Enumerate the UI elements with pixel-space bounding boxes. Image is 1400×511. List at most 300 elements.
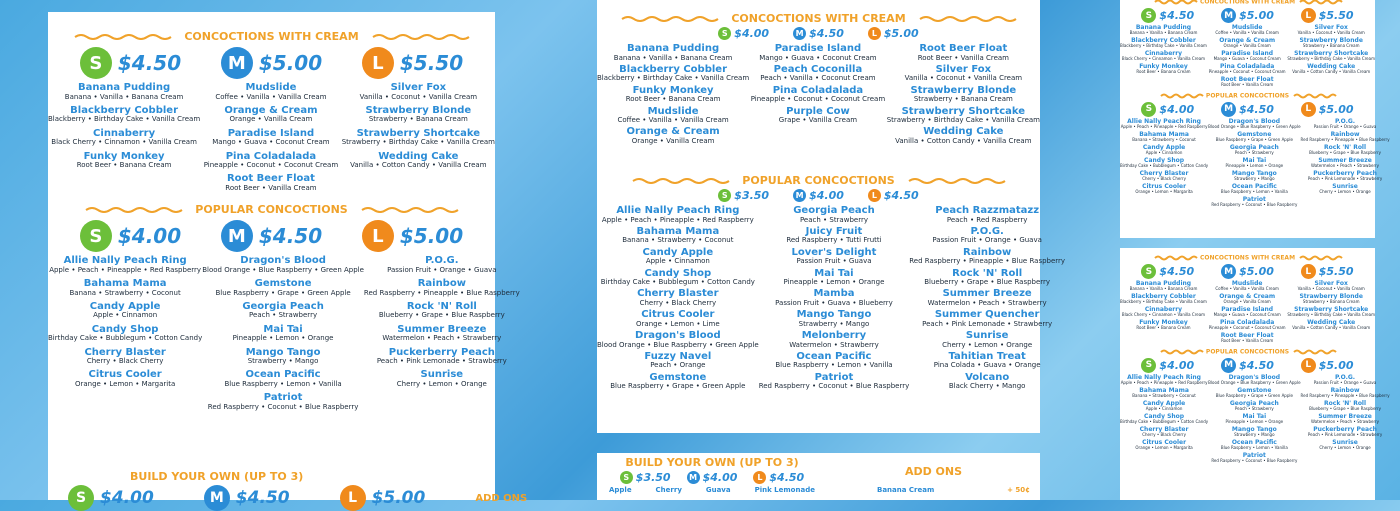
menu-item-desc: Coffee • Vanilla • Vanilla Cream [215,92,327,101]
menu-item [48,83,200,101]
menu-item-desc: Pineapple • Coconut • Coconut Cream [203,161,339,170]
menu-item-name: Rainbow [963,246,1012,258]
menu-item [200,83,342,101]
menu-item-name: Pina Coladalada [772,84,864,96]
addons-title: ADD ONS [904,465,963,478]
menu-item-name: Citrus Cooler [1142,182,1187,190]
menu-item-name: Funky Monkey [1139,62,1188,70]
menu-item [342,106,495,124]
menu-item-name: Silver Fox [390,82,447,93]
menu-item [749,44,887,62]
menu-item [1208,184,1300,194]
wave-divider-icon [362,206,457,214]
menu-item-name: Georgia Peach [1229,399,1279,407]
menu-item [1208,414,1300,424]
menu-item-desc: Pineapple • Coconut • Coconut Cream [750,95,886,104]
price-value: $4.50 [809,27,844,40]
menu-item-name: Wedding Cake [923,126,1004,138]
size-m-icon: M [204,485,230,511]
menu-item-desc: Red Raspberry • Coconut • Blue Raspberry [758,382,910,391]
menu-item-desc: Black Cherry • Cinnamon • Vanilla Cream [1121,56,1206,62]
menu-column [597,44,749,170]
menu-item-desc: Vanilla • Cotton Candy • Vanilla Cream [350,161,487,170]
menu-item-name: Candy Shop [91,323,159,335]
price-row [60,220,483,252]
menu-item-name: Bahama Mama [83,278,167,290]
menu-item [597,269,759,287]
menu-item-name: Cinnaberry [1144,305,1183,313]
menu-item-desc: Banana • Vanilla • Banana Cream [64,92,184,101]
menu-item [1208,132,1300,142]
menu-item-desc: Apple • Cinnamon [645,257,710,266]
menu-item [1301,375,1390,385]
menu-item-desc: Passion Fruit • Guava [796,257,872,266]
menu-item-name: Sunrise [1332,182,1358,190]
menu-item-desc: Mango • Guava • Coconut Cream [212,138,330,147]
menu-item [1120,64,1207,74]
menu-item [1287,320,1375,330]
menu-item-desc: Vanilla • Coconut • Vanilla Cream [1297,286,1365,292]
price-value: $4.00 [734,27,770,40]
menu-columns [48,83,495,197]
menu-column [749,44,887,170]
price-row [1128,358,1367,373]
price-medium [1221,358,1274,373]
menu-item-desc: Apple • Cinnamon [93,311,158,320]
menu-column [1287,281,1375,346]
menu-item-name: Cherry Blaster [1139,425,1189,433]
flavor-list [597,486,827,494]
menu-item [597,227,759,245]
section-title-text: CONCOCTIONS WITH CREAM [731,12,906,25]
menu-item-desc: Strawberry • Mango [1234,176,1275,182]
price-value: $4.50 [769,471,805,484]
menu-item-name: Cherry Blaster [637,288,719,300]
menu-item [1207,64,1287,74]
menu-item-desc: Apple • Peach • Pineapple • Red Raspberry [1120,124,1208,130]
section-title [1120,92,1375,100]
menu-item-name: Orange & Cream [224,104,318,116]
menu-item-desc: Black Cherry • Cinnamon • Vanilla Cream [1121,312,1206,318]
menu-item-desc: Watermelon • Strawberry [789,340,879,349]
menu-item [200,174,342,192]
menu-item [1208,119,1300,129]
menu-item-name: Strawberry Shortcake [356,127,481,139]
price-small [1141,264,1194,279]
menu-item [909,269,1065,287]
menu-item-name: Mudslide [1231,24,1263,31]
size-m-icon: M [793,27,806,40]
menu-item-desc: Orange • Lemon • Margarita [74,379,176,388]
menu-item-desc: Blue Raspberry • Grape • Green Apple [1215,137,1293,143]
wave-divider-icon [1300,254,1340,262]
menu-item-desc: Red Raspberry • Coconut • Blue Raspberry [1211,458,1298,464]
menu-item-name: Citrus Cooler [88,369,162,381]
price-value: $5.00 [258,51,323,75]
menu-item-name: Pina Coladalada [1220,62,1275,70]
price-value: $4.50 [1159,265,1195,278]
wave-divider-icon [622,15,717,23]
build-title: BUILD YOUR OWN (UP TO 3) [130,470,304,483]
menu-item-name: Paradise Island [1221,305,1274,313]
menu-item-name: Strawberry Blonde [1299,292,1363,300]
wave-divider-icon [1294,92,1334,100]
section-title-cream [48,30,495,43]
menu-item-name: Volcano [965,371,1010,383]
menu-column [1207,25,1287,90]
menu-column [759,206,910,394]
menu-item-name: Rainbow [417,278,466,290]
menu-item [597,127,749,145]
wave-divider-icon [920,15,1015,23]
wave-divider-icon [1161,348,1201,356]
section-title [1120,348,1375,356]
menu-item-name: Funky Monkey [632,84,714,96]
menu-item-desc: Pineapple • Lemon • Orange [1225,419,1284,425]
menu-item [759,289,910,307]
menu-item-name: Gemstone [649,371,707,383]
menu-item-desc: Strawberry • Birthday Cake • Vanilla Cream [1287,312,1375,318]
menu-item-name: Banana Pudding [1135,280,1192,287]
menu-item-desc: Cherry • Black Cherry [639,298,717,307]
price-small [1141,358,1194,373]
price-medium [793,189,844,202]
menu-item-desc: Passion Fruit • Orange • Guava [1313,124,1377,130]
menu-item-desc: Blood Orange • Blue Raspberry • Green Apple [202,265,364,274]
menu-item-desc: Watermelon • Peach • Strawberry [927,298,1047,307]
menu-item-name: Mudslide [245,82,297,93]
menu-item-name: Strawberry Blonde [1299,36,1363,44]
menu-item-desc: Cherry • Lemon • Orange [942,340,1033,349]
wave-divider-icon [373,33,468,41]
menu-item [364,348,520,366]
menu-item-name: Lover's Delight [791,246,877,258]
menu-item-name: Georgia Peach [1229,143,1279,151]
menu-item [1120,145,1208,155]
menu-item-desc: Black Cherry • Mango [948,382,1026,391]
menu-item-desc: Blackberry • Birthday Cake • Vanilla Cream [1120,299,1207,305]
price-medium [1221,8,1274,23]
menu-columns [1120,281,1375,346]
price-small [718,189,769,202]
menu-item [759,248,910,266]
menu-item-desc: Vanilla • Cotton Candy • Vanilla Cream [1292,325,1371,331]
menu-item-desc: Pineapple • Coconut • Coconut Cream [1208,69,1286,75]
size-l-icon: L [753,471,766,484]
menu-column [200,83,342,197]
menu-item-name: Paradise Island [227,127,315,139]
menu-item [749,107,887,125]
menu-item-name: Gemstone [254,278,312,290]
menu-item-name: Rock 'N' Roll [1324,143,1367,151]
menu-column [1301,375,1390,466]
section-title-text: POPULAR CONCOCTIONS [742,174,895,187]
menu-item [759,373,910,391]
menu-column [1207,281,1287,346]
menu-item-desc: Peach • Strawberry [249,311,318,320]
menu-item [364,325,520,343]
menu-item-name: Wedding Cake [1307,62,1356,70]
menu-item [1207,320,1287,330]
size-s-icon: S [718,27,731,40]
size-m-icon: M [687,471,700,484]
menu-item [1120,119,1208,129]
price-value: $4.00 [809,189,844,202]
menu-item-name: Blackberry Cobbler [619,63,728,75]
menu-item [887,44,1040,62]
menu-item-name: Candy Apple [642,246,714,258]
menu-item-desc: Apple • Peach • Pineapple • Red Raspberry [601,215,754,224]
menu-item-name: Patriot [1242,195,1266,203]
menu-item-desc: Banana • Strawberry • Coconut [622,236,734,245]
price-small [718,27,769,40]
menu-item-desc: Blue Raspberry • Lemon • Vanilla [1220,445,1288,451]
menu-item [200,129,342,147]
menu-item [202,370,364,388]
menu-item-name: Candy Shop [1144,412,1185,420]
menu-item [1208,375,1300,385]
menu-item-name: Banana Pudding [1135,24,1192,31]
menu-item [597,331,759,349]
menu-item-desc: Strawberry • Mango [1234,432,1275,438]
menu-item-desc: Peach • Pink Lemonade • Strawberry [1307,176,1383,182]
menu-item [759,206,910,224]
menu-item-desc: Passion Fruit • Orange • Guava [1313,380,1377,386]
menu-item-desc: Orange • Vanilla Cream [229,115,313,124]
menu-item-name: Blackberry Cobbler [70,104,179,116]
menu-columns [1120,25,1375,90]
menu-item-name: P.O.G. [1335,373,1356,381]
menu-item-desc: Birthday Cake • Bubblegum • Cotton Candy [1120,163,1209,169]
menu-item [597,86,749,104]
menu-item-name: Ocean Pacific [1231,182,1277,190]
menu-item-name: Candy Shop [644,267,712,279]
menu-item [364,302,520,320]
section-title-cream [597,12,1040,25]
menu-item-name: Dragon's Blood [240,255,326,267]
price-large [753,471,804,484]
menu-item [1208,145,1300,155]
menu-item [48,279,202,297]
price-value: $4.00 [1159,102,1195,116]
price-small [1141,102,1194,117]
menu-item [597,310,759,328]
menu-item-name: Allie Nally Peach Ring [1127,117,1201,125]
menu-item-name: Candy Apple [1142,399,1186,407]
menu-item-name: P.O.G. [1335,117,1356,125]
price-medium [204,485,290,511]
menu-item-desc: Blackberry • Birthday Cake • Vanilla Cream [1120,43,1207,49]
menu-item-desc: Banana • Vanilla • Banana Cream [1129,30,1198,36]
menu-item-name: Pina Coladalada [225,150,317,162]
menu-item-desc: Red Raspberry • Coconut • Blue Raspberry [207,402,359,411]
menu-item-name: Peach Coconilla [773,63,863,75]
menu-item [1120,440,1208,450]
menu-item-name: Wedding Cake [378,150,459,162]
build-title: BUILD YOUR OWN (UP TO 3) [625,456,799,469]
menu-item-name: Orange & Cream [1219,36,1276,44]
size-m-icon: M [1221,102,1236,117]
price-value: $3.50 [635,471,671,484]
menu-item-desc: Orange • Lemon • Lime [636,319,720,328]
menu-column [909,206,1065,394]
price-value: $5.50 [399,51,464,75]
menu-item-desc: Blue Raspberry • Grape • Green Apple [610,382,746,391]
menu-item-desc: Blueberry • Grape • Blue Raspberry [924,278,1051,287]
menu-item-desc: Cherry • Lemon • Orange [1319,445,1371,451]
size-s-icon: S [1141,358,1156,373]
menu-item-desc: Peach • Orange [650,361,706,370]
menu-item-desc: Pina Colada • Guava • Orange [933,361,1041,370]
size-l-icon: L [1301,358,1316,373]
menu-item-desc: Strawberry • Banana Cream [913,95,1013,104]
menu-item [1301,427,1390,437]
menu-item-name: Strawberry Blonde [910,84,1017,96]
menu-item [48,325,202,343]
menu-item [1120,307,1207,317]
menu-item [202,348,364,366]
menu-item-name: Strawberry Shortcake [1294,49,1369,57]
menu-item [1120,427,1208,437]
menu-item-name: Strawberry Blonde [365,104,472,116]
menu-item [1207,307,1287,317]
menu-item-desc: Red Raspberry • Pineapple • Blue Raspberry [363,288,520,297]
menu-item-desc: Orange • Vanilla Cream [631,136,715,145]
menu-item-desc: Blackberry • Birthday Cake • Vanilla Cream [597,74,750,83]
menu-column [48,83,200,197]
menu-item [1120,294,1207,304]
menu-item-name: Mango Tango [245,346,321,358]
menu-item [1287,51,1375,61]
menu-item-name: Allie Nally Peach Ring [63,255,187,267]
menu-item-desc: Red Raspberry • Coconut • Blue Raspberry [1211,202,1298,208]
menu-item [1301,401,1390,411]
price-value: $4.00 [100,488,154,508]
size-l-icon: L [1301,264,1316,279]
menu-item-name: Cinnaberry [93,127,156,139]
menu-item [909,310,1065,328]
menu-item [364,256,520,274]
wave-divider-icon [1155,254,1195,262]
menu-item-desc: Coffee • Vanilla • Vanilla Cream [1215,30,1279,36]
menu-panel-right-top [1120,0,1390,238]
menu-item-name: Sunrise [965,330,1009,342]
menu-column [342,83,495,197]
menu-item-desc: Orange • Vanilla Cream [1223,43,1271,49]
menu-item-desc: Root Beer • Banana Cream [625,95,721,104]
menu-item-desc: Apple • Cinnamon [1145,150,1183,156]
menu-item-name: Rock 'N' Roll [406,300,477,312]
menu-item-desc: Red Raspberry • Pineapple • Blue Raspberry [909,257,1066,266]
addon-name: Banana Cream [877,486,935,494]
menu-item-desc: Banana • Strawberry • Coconut [69,288,181,297]
menu-item-desc: Peach • Pink Lemonade • Strawberry [922,319,1053,328]
price-row [1128,264,1367,279]
menu-item-name: Georgia Peach [793,205,875,216]
menu-item-desc: Blood Orange • Blue Raspberry • Green Apple [597,340,759,349]
price-small [620,471,671,484]
menu-item-name: Sunrise [420,369,464,381]
menu-item-desc: Red Raspberry • Tutti Frutti [786,236,882,245]
menu-columns [1120,373,1390,466]
menu-columns [597,44,1040,170]
menu-item [48,302,202,320]
menu-item-name: Strawberry Shortcake [901,105,1026,117]
price-value: $5.50 [1318,265,1354,278]
menu-item [887,107,1040,125]
menu-item-desc: Strawberry • Mango [247,357,319,366]
menu-item-name: Silver Fox [1314,280,1348,287]
price-large [868,189,919,202]
section-title [1120,254,1375,262]
menu-columns [48,255,520,416]
menu-item-desc: Banana • Strawberry • Coconut [1132,393,1196,399]
menu-item-desc: Watermelon • Peach • Strawberry [382,334,502,343]
section-title-popular [597,174,1040,187]
menu-item-desc: Pineapple • Lemon • Orange [783,278,885,287]
menu-item [48,106,200,124]
menu-item [342,83,495,101]
wave-divider-icon [75,33,170,41]
menu-item-desc: Mango • Guava • Coconut Cream [1213,312,1281,318]
price-value: $4.50 [235,488,290,508]
menu-item [1207,294,1287,304]
menu-item-name: Summer Breeze [1318,412,1372,420]
menu-item-desc: Strawberry • Birthday Cake • Vanilla Cream [886,116,1040,125]
menu-item-name: Peach Razzmatazz [935,205,1040,216]
menu-item-desc: Coffee • Vanilla • Vanilla Cream [617,116,729,125]
menu-item-desc: Vanilla • Coconut • Vanilla Cream [1297,30,1365,36]
menu-item-desc: Strawberry • Birthday Cake • Vanilla Cream [341,138,495,147]
menu-item-name: Banana Pudding [78,82,171,93]
menu-item [1120,132,1208,142]
price-medium [221,47,322,79]
menu-item [1207,333,1287,343]
size-s-icon: S [68,485,94,511]
menu-item-name: Root Beer Float [1220,75,1274,83]
price-small [80,220,181,252]
menu-item-name: P.O.G. [425,255,459,267]
menu-item [342,129,495,147]
menu-item-name: Candy Shop [1144,156,1185,164]
size-l-icon: L [362,220,394,252]
menu-item-name: Georgia Peach [242,300,324,312]
menu-item [759,331,910,349]
menu-item [200,152,342,170]
menu-item-name: Purple Cow [786,105,850,117]
menu-item-desc: Watermelon • Peach • Strawberry [1311,163,1380,169]
menu-item-name: Root Beer Float [1220,331,1274,339]
menu-item [909,206,1065,224]
wave-divider-icon [1294,348,1334,356]
menu-item-desc: Cherry • Black Cherry [1142,432,1186,438]
menu-item [1301,132,1390,142]
menu-item [1120,158,1208,168]
menu-item-name: Funky Monkey [83,150,165,162]
menu-item-name: Juicy Fruit [805,225,863,237]
menu-item-desc: Apple • Peach • Pineapple • Red Raspberry [1120,380,1208,386]
menu-item [1208,401,1300,411]
menu-item-desc: Root Beer • Banana Cream [76,161,172,170]
menu-item-desc: Passion Fruit • Orange • Guava [932,236,1042,245]
menu-item [597,44,749,62]
menu-item-name: Banana Pudding [627,43,720,54]
menu-item-name: Sunrise [1332,438,1358,446]
menu-item [1287,307,1375,317]
menu-item [1120,38,1207,48]
menu-item-name: Patriot [814,371,854,383]
price-small [1141,8,1194,23]
